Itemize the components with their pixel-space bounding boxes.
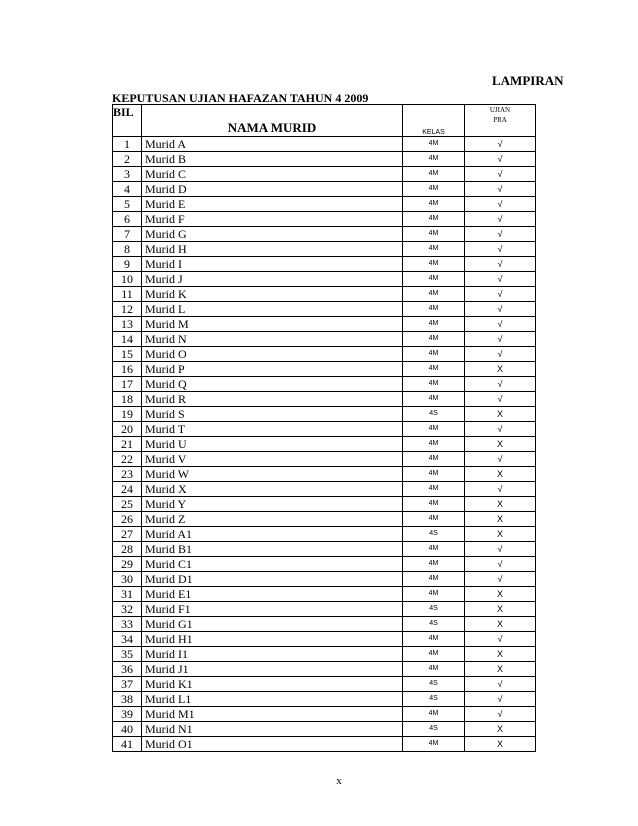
cell-nama-murid: Murid G	[142, 227, 403, 242]
cell-kelas: 4S	[403, 602, 465, 617]
cell-ujian-pra: √	[465, 707, 536, 722]
cell-ujian-pra: √	[465, 152, 536, 167]
cell-ujian-pra: √	[465, 287, 536, 302]
table-row	[113, 347, 536, 362]
cell-bil: 24	[113, 482, 142, 497]
table-row	[113, 527, 536, 542]
cell-bil: 30	[113, 572, 142, 587]
cell-bil: 7	[113, 227, 142, 242]
cell-bil: 1	[113, 137, 142, 152]
cell-ujian-pra: X	[465, 512, 536, 527]
table-row	[113, 707, 536, 722]
cell-ujian-pra: X	[465, 587, 536, 602]
table-row	[113, 662, 536, 677]
cell-kelas: 4M	[403, 482, 465, 497]
cell-bil: 2	[113, 152, 142, 167]
cell-nama-murid: Murid B	[142, 152, 403, 167]
table-row	[113, 377, 536, 392]
table-row	[113, 692, 536, 707]
cell-kelas: 4M	[403, 167, 465, 182]
table-row	[113, 362, 536, 377]
cell-ujian-pra: √	[465, 422, 536, 437]
cell-bil: 14	[113, 332, 142, 347]
cell-ujian-pra: √	[465, 677, 536, 692]
cell-kelas: 4M	[403, 572, 465, 587]
cell-nama-murid: Murid Y	[142, 497, 403, 512]
cell-bil: 40	[113, 722, 142, 737]
cell-bil: 29	[113, 557, 142, 572]
table-row	[113, 272, 536, 287]
cell-nama-murid: Murid F1	[142, 602, 403, 617]
results-table	[112, 104, 536, 752]
document-title: KEPUTUSAN UJIAN HAFAZAN TAHUN 4 2009	[112, 91, 369, 105]
cell-ujian-pra: √	[465, 197, 536, 212]
cell-nama-murid: Murid N1	[142, 722, 403, 737]
cell-nama-murid: Murid S	[142, 407, 403, 422]
cell-ujian-pra: √	[465, 377, 536, 392]
cell-nama-murid: Murid H1	[142, 632, 403, 647]
cell-ujian-pra: X	[465, 662, 536, 677]
cell-ujian-pra: X	[465, 527, 536, 542]
cell-kelas: 4M	[403, 422, 465, 437]
cell-ujian-pra: √	[465, 347, 536, 362]
cell-bil: 39	[113, 707, 142, 722]
cell-bil: 8	[113, 242, 142, 257]
cell-nama-murid: Murid E1	[142, 587, 403, 602]
cell-ujian-pra: √	[465, 452, 536, 467]
cell-ujian-pra: X	[465, 617, 536, 632]
cell-kelas: 4S	[403, 407, 465, 422]
cell-ujian-pra: √	[465, 137, 536, 152]
table-row	[113, 572, 536, 587]
cell-ujian-pra: √	[465, 272, 536, 287]
cell-kelas: 4M	[403, 362, 465, 377]
cell-bil: 17	[113, 377, 142, 392]
cell-nama-murid: Murid J1	[142, 662, 403, 677]
cell-nama-murid: Murid C	[142, 167, 403, 182]
column-header-ujian-line1: UJIAN	[489, 106, 511, 114]
cell-nama-murid: Murid A1	[142, 527, 403, 542]
cell-kelas: 4M	[403, 227, 465, 242]
table-row	[113, 407, 536, 422]
cell-kelas: 4M	[403, 647, 465, 662]
cell-ujian-pra: √	[465, 482, 536, 497]
cell-nama-murid: Murid A	[142, 137, 403, 152]
column-header-bil: BIL	[113, 105, 142, 137]
cell-ujian-pra: √	[465, 182, 536, 197]
cell-nama-murid: Murid T	[142, 422, 403, 437]
cell-bil: 23	[113, 467, 142, 482]
cell-nama-murid: Murid V	[142, 452, 403, 467]
cell-nama-murid: Murid C1	[142, 557, 403, 572]
cell-bil: 12	[113, 302, 142, 317]
cell-kelas: 4M	[403, 437, 465, 452]
table-row	[113, 182, 536, 197]
cell-nama-murid: Murid L	[142, 302, 403, 317]
cell-bil: 27	[113, 527, 142, 542]
cell-kelas: 4S	[403, 677, 465, 692]
cell-nama-murid: Murid J	[142, 272, 403, 287]
cell-nama-murid: Murid P	[142, 362, 403, 377]
cell-nama-murid: Murid U	[142, 437, 403, 452]
cell-kelas: 4M	[403, 287, 465, 302]
cell-ujian-pra: √	[465, 632, 536, 647]
table-row	[113, 617, 536, 632]
cell-kelas: 4M	[403, 452, 465, 467]
table-row	[113, 632, 536, 647]
cell-kelas: 4M	[403, 512, 465, 527]
cell-bil: 37	[113, 677, 142, 692]
cell-ujian-pra: X	[465, 407, 536, 422]
cell-bil: 32	[113, 602, 142, 617]
cell-kelas: 4M	[403, 182, 465, 197]
cell-kelas: 4M	[403, 332, 465, 347]
cell-ujian-pra: √	[465, 317, 536, 332]
cell-bil: 31	[113, 587, 142, 602]
column-header-ujian-line2: PRA	[493, 116, 507, 124]
table-row	[113, 512, 536, 527]
cell-bil: 5	[113, 197, 142, 212]
table-row	[113, 722, 536, 737]
cell-bil: 28	[113, 542, 142, 557]
table-row	[113, 602, 536, 617]
cell-ujian-pra: √	[465, 692, 536, 707]
table-row	[113, 482, 536, 497]
cell-nama-murid: Murid W	[142, 467, 403, 482]
cell-ujian-pra: X	[465, 362, 536, 377]
cell-kelas: 4M	[403, 302, 465, 317]
cell-kelas: 4M	[403, 242, 465, 257]
cell-kelas: 4M	[403, 137, 465, 152]
cell-kelas: 4M	[403, 317, 465, 332]
cell-ujian-pra: X	[465, 722, 536, 737]
cell-bil: 3	[113, 167, 142, 182]
cell-ujian-pra: X	[465, 467, 536, 482]
cell-kelas: 4M	[403, 737, 465, 752]
cell-bil: 20	[113, 422, 142, 437]
cell-kelas: 4M	[403, 392, 465, 407]
cell-bil: 6	[113, 212, 142, 227]
cell-ujian-pra: √	[465, 392, 536, 407]
cell-kelas: 4M	[403, 557, 465, 572]
table-row	[113, 137, 536, 152]
cell-kelas: 4M	[403, 662, 465, 677]
cell-bil: 34	[113, 632, 142, 647]
cell-nama-murid: Murid O1	[142, 737, 403, 752]
cell-kelas: 4S	[403, 617, 465, 632]
cell-ujian-pra: √	[465, 257, 536, 272]
column-header-kelas: KELAS	[403, 105, 465, 137]
table-row	[113, 257, 536, 272]
cell-kelas: 4M	[403, 587, 465, 602]
cell-ujian-pra: X	[465, 737, 536, 752]
cell-bil: 15	[113, 347, 142, 362]
cell-bil: 26	[113, 512, 142, 527]
cell-kelas: 4S	[403, 692, 465, 707]
cell-kelas: 4M	[403, 152, 465, 167]
cell-kelas: 4M	[403, 632, 465, 647]
column-header-ujian-pra	[465, 105, 536, 137]
cell-ujian-pra: √	[465, 332, 536, 347]
cell-bil: 16	[113, 362, 142, 377]
table-row	[113, 167, 536, 182]
cell-nama-murid: Murid M1	[142, 707, 403, 722]
cell-ujian-pra: √	[465, 212, 536, 227]
cell-bil: 33	[113, 617, 142, 632]
cell-nama-murid: Murid D	[142, 182, 403, 197]
cell-nama-murid: Murid M	[142, 317, 403, 332]
cell-ujian-pra: X	[465, 437, 536, 452]
cell-ujian-pra: √	[465, 227, 536, 242]
cell-bil: 9	[113, 257, 142, 272]
cell-ujian-pra: √	[465, 542, 536, 557]
table-row	[113, 302, 536, 317]
cell-kelas: 4M	[403, 272, 465, 287]
table-row	[113, 317, 536, 332]
cell-ujian-pra: X	[465, 497, 536, 512]
cell-nama-murid: Murid Q	[142, 377, 403, 392]
cell-bil: 25	[113, 497, 142, 512]
lampiran-label: LAMPIRAN	[492, 73, 564, 88]
cell-bil: 21	[113, 437, 142, 452]
cell-kelas: 4M	[403, 497, 465, 512]
cell-kelas: 4M	[403, 212, 465, 227]
table-row	[113, 212, 536, 227]
cell-nama-murid: Murid E	[142, 197, 403, 212]
table-row	[113, 227, 536, 242]
cell-ujian-pra: √	[465, 572, 536, 587]
table-row	[113, 647, 536, 662]
table-row	[113, 677, 536, 692]
cell-nama-murid: Murid X	[142, 482, 403, 497]
cell-kelas: 4M	[403, 707, 465, 722]
cell-nama-murid: Murid I	[142, 257, 403, 272]
table-row	[113, 542, 536, 557]
cell-ujian-pra: √	[465, 557, 536, 572]
cell-nama-murid: Murid R	[142, 392, 403, 407]
table-row	[113, 452, 536, 467]
cell-bil: 13	[113, 317, 142, 332]
table-row	[113, 287, 536, 302]
table-row	[113, 557, 536, 572]
cell-bil: 4	[113, 182, 142, 197]
cell-kelas: 4M	[403, 257, 465, 272]
cell-bil: 19	[113, 407, 142, 422]
page-number: x	[336, 775, 342, 787]
cell-bil: 41	[113, 737, 142, 752]
cell-bil: 11	[113, 287, 142, 302]
cell-nama-murid: Murid N	[142, 332, 403, 347]
cell-ujian-pra: X	[465, 602, 536, 617]
cell-bil: 10	[113, 272, 142, 287]
cell-bil: 22	[113, 452, 142, 467]
cell-kelas: 4S	[403, 527, 465, 542]
column-header-nama-murid: NAMA MURID	[142, 105, 403, 137]
table-row	[113, 332, 536, 347]
cell-nama-murid: Murid I1	[142, 647, 403, 662]
cell-nama-murid: Murid K1	[142, 677, 403, 692]
table-row	[113, 422, 536, 437]
cell-nama-murid: Murid F	[142, 212, 403, 227]
table-row	[113, 737, 536, 752]
table-body	[113, 137, 536, 752]
table-row	[113, 587, 536, 602]
cell-bil: 18	[113, 392, 142, 407]
table-row	[113, 392, 536, 407]
cell-ujian-pra: √	[465, 242, 536, 257]
table-row	[113, 497, 536, 512]
cell-kelas: 4M	[403, 542, 465, 557]
table-row	[113, 152, 536, 167]
cell-nama-murid: Murid K	[142, 287, 403, 302]
cell-kelas: 4M	[403, 347, 465, 362]
cell-kelas: 4M	[403, 467, 465, 482]
cell-ujian-pra: √	[465, 302, 536, 317]
table-row	[113, 437, 536, 452]
cell-nama-murid: Murid L1	[142, 692, 403, 707]
table-header-row	[113, 105, 536, 137]
cell-nama-murid: Murid O	[142, 347, 403, 362]
table-row	[113, 197, 536, 212]
cell-nama-murid: Murid B1	[142, 542, 403, 557]
cell-nama-murid: Murid D1	[142, 572, 403, 587]
cell-kelas: 4S	[403, 722, 465, 737]
cell-nama-murid: Murid G1	[142, 617, 403, 632]
cell-ujian-pra: X	[465, 647, 536, 662]
table-row	[113, 242, 536, 257]
cell-nama-murid: Murid H	[142, 242, 403, 257]
cell-kelas: 4M	[403, 197, 465, 212]
cell-bil: 38	[113, 692, 142, 707]
table-row	[113, 467, 536, 482]
cell-nama-murid: Murid Z	[142, 512, 403, 527]
cell-bil: 36	[113, 662, 142, 677]
cell-bil: 35	[113, 647, 142, 662]
cell-ujian-pra: √	[465, 167, 536, 182]
cell-kelas: 4M	[403, 377, 465, 392]
